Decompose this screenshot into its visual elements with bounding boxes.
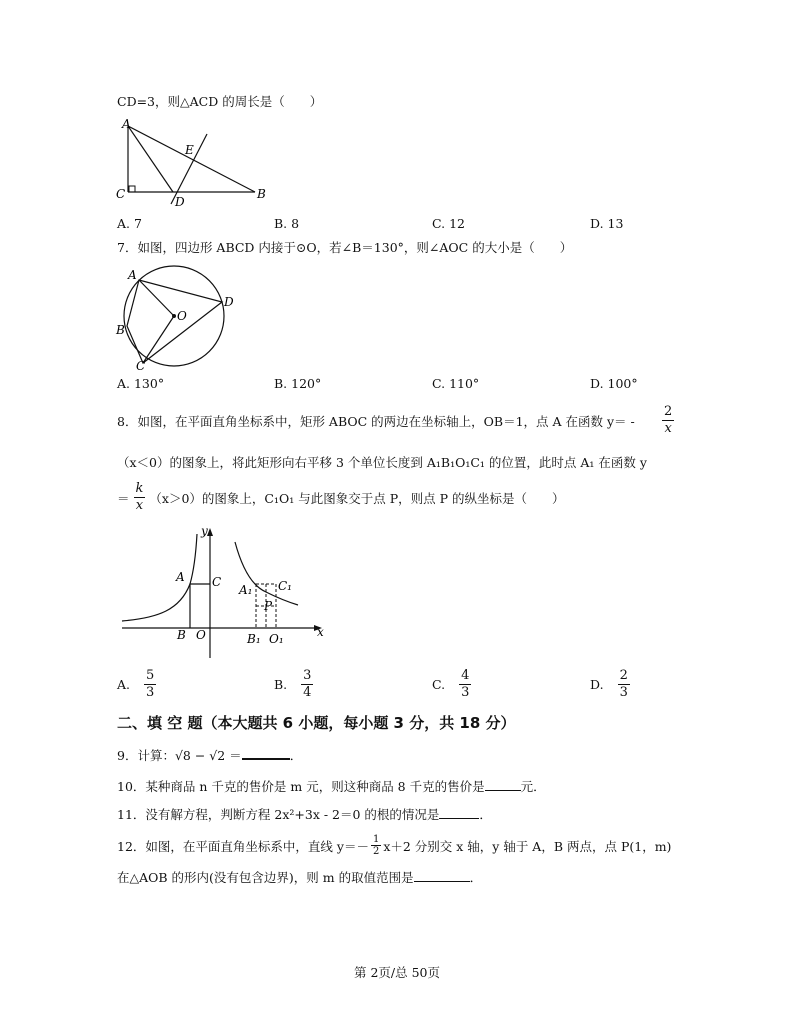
q7-option-b: B. 120° [274,376,322,391]
q8-line3-post: （x＞0）的图象上，C₁O₁ 与此图象交于点 P，则点 P 的纵坐标是（ ） [149,490,565,506]
q11-post: ． [479,807,492,822]
q12-line2-post: ． [469,870,483,885]
q12-frac-num: 1 [372,834,380,845]
q6-stem-tail: CD=3，则△ACD 的周长是（ ） [117,94,323,109]
q7-label-o: O [177,309,187,323]
q8-line2: （x＜0）的图象上，将此矩形向右平移 3 个单位长度到 A₁B₁O₁C₁ 的位置，此时点 A₁ 在函数 y [117,455,647,470]
q6-label-c: C [116,187,126,201]
q12-line1-pre: 12．如图，在平面直角坐标系中，直线 y＝－ [117,838,369,854]
q6-triangle-figure [115,116,275,210]
q7-label-b: B [116,323,125,337]
q12-line2 [117,870,482,886]
q12-line2-text: 在△AOB 的形内(没有包含边界)，则 m 的取值范围是 [117,870,414,885]
q8-coordinate-figure [118,522,332,660]
q11-text: 11．没有解方程，判断方程 2x²+3x - 2＝0 的根的情况是 [117,807,440,822]
q6-option-a: A. 7 [117,216,142,231]
q8-option-a-den: 3 [146,685,155,700]
q8-frac2-den: x [135,498,144,513]
q8-option-c-letter: C. [432,677,446,692]
q10-post: 元． [520,779,546,794]
q6-option-b: B. 8 [274,216,300,231]
q6-label-e: E [185,143,194,157]
q8-frac1-num: 2 [664,404,673,419]
q8-line3-pre: ＝ [117,490,130,506]
q9-answer-blank[interactable] [242,758,290,760]
q8-option-b-letter: B. [274,677,288,692]
q8-label-c1: C₁ [278,579,292,593]
q7-label-d: D [224,295,234,309]
q7-option-d: D. 100° [590,376,638,391]
q9-expression: √8 − √2 ＝ [174,748,242,763]
q12-answer-blank[interactable] [414,881,470,882]
q8-option-d-den: 3 [619,685,628,700]
q8-option-c [432,668,471,701]
q8-label-o: O [196,628,206,642]
q9 [117,748,302,764]
q8-label-a1: A₁ [239,583,253,597]
q8-label-a: A [176,570,185,584]
q8-label-b1: B₁ [247,632,261,646]
q8-option-b-den: 4 [303,685,312,700]
q12-line1 [117,834,671,857]
q12-frac-den: 2 [372,846,380,857]
q10-text: 10．某种商品 n 千克的售价是 m 元，则这种商品 8 千克的售价是 [117,779,485,794]
q6-label-d: D [175,195,185,209]
q8-line1: 8．如图，在平面直角坐标系中，矩形 ABOC 的两边在坐标轴上，OB＝1，点 A 在函数 y＝ - [117,414,635,429]
q8-option-d [590,668,630,701]
q8-frac1-den: x [664,421,672,436]
q8-option-c-den: 3 [461,685,470,700]
q11 [117,807,492,823]
q7-stem: 7．如图，四边形 ABCD 内接于⊙O，若∠B＝130°，则∠AOC 的大小是（ ） [117,240,573,255]
q8-label-b: B [177,628,186,642]
q7-circle-figure [112,262,240,374]
q6-label-b: B [257,187,266,201]
q8-frac2-num: k [135,481,144,496]
q8-fraction-1 [662,404,674,437]
q9-post: ． [289,748,303,763]
q6-label-a: A [122,117,131,131]
page-footer: 第 2页/总 50页 [353,965,441,980]
q8-option-d-letter: D. [590,677,604,692]
q7-option-c: C. 110° [432,376,480,391]
q8-option-b [274,668,313,701]
section-2-title: 二、填 空 题（本大题共 6 小题，每小题 3 分，共 18 分） [117,714,516,732]
q8-label-o1: O₁ [269,632,284,646]
q8-option-c-num: 4 [461,668,470,683]
q8-label-x: x [317,625,324,639]
q7-label-a: A [128,268,137,282]
q10-answer-blank[interactable] [485,790,521,791]
q6-option-c: C. 12 [432,216,465,231]
q8-label-c: C [212,575,222,589]
q8-line3 [117,481,564,514]
q8-option-a-num: 5 [146,668,155,683]
q9-pre: 9．计算： [117,748,175,763]
q6-option-d: D. 13 [590,216,624,231]
q8-label-y: y [201,524,208,538]
q10 [117,779,546,795]
q11-answer-blank[interactable] [439,818,479,819]
q8-option-a [117,668,156,701]
q7-option-a: A. 130° [117,376,165,391]
q8-option-d-num: 2 [619,668,628,683]
q12-line1-post: x＋2 分别交 x 轴，y 轴于 A，B 两点，点 P(1，m) [383,838,672,854]
q8-label-p: P [264,599,273,613]
q8-option-b-num: 3 [303,668,312,683]
q8-option-a-letter: A. [117,677,131,692]
q7-label-c: C [136,359,146,373]
